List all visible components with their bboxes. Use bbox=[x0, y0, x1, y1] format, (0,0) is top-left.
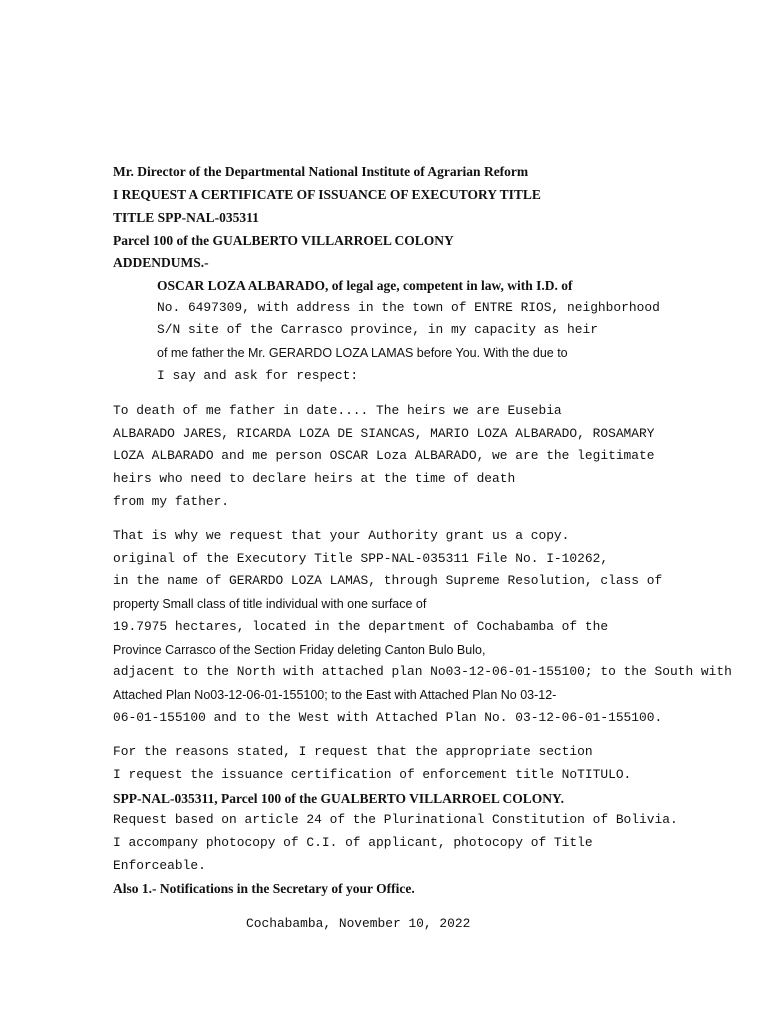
intro-line-5: I say and ask for respect: bbox=[157, 368, 359, 383]
para3-line: Enforceable. bbox=[113, 858, 206, 873]
para2-line: That is why we request that your Authority grant us a copy. bbox=[113, 528, 570, 543]
para1-line: LOZA ALBARADO and me person OSCAR Loza ALBARADO, we are the legitimate bbox=[113, 448, 655, 463]
para3-line: For the reasons stated, I request that the appropriate section bbox=[113, 744, 593, 759]
para1-line: To death of me father in date.... The heirs we are Eusebia bbox=[113, 403, 562, 418]
para3-line: Request based on article 24 of the Plurinational Constitution of Bolivia. bbox=[113, 812, 678, 827]
para2-line: property Small class of title individual with one surface of bbox=[113, 597, 427, 611]
para3-line: I request the issuance certification of enforcement title NoTITULO. bbox=[113, 767, 632, 782]
para3-line: I accompany photocopy of C.I. of applicant, photocopy of Title bbox=[113, 835, 593, 850]
para2-line: 19.7975 hectares, located in the department of Cochabamba of the bbox=[113, 619, 609, 634]
para2-line: Attached Plan No03-12-06-01-155100; to the East with Attached Plan No 03-12- bbox=[113, 688, 557, 702]
para2-line: original of the Executory Title SPP-NAL-035311 File No. I-10262, bbox=[113, 551, 609, 566]
para2-line: Province Carrasco of the Section Friday deleting Canton Bulo Bulo, bbox=[113, 643, 486, 657]
intro-line-2: No. 6497309, with address in the town of ENTRE RIOS, neighborhood bbox=[157, 300, 660, 315]
place-date: Cochabamba, November 10, 2022 bbox=[246, 916, 471, 931]
addressee-line: Mr. Director of the Departmental National Institute of Agrarian Reform bbox=[113, 164, 529, 179]
para1-line: heirs who need to declare heirs at the time of death bbox=[113, 471, 516, 486]
title-reference: TITLE SPP-NAL-035311 bbox=[113, 210, 259, 225]
para3-line: SPP-NAL-035311, Parcel 100 of the GUALBERTO VILLARROEL COLONY. bbox=[113, 791, 564, 806]
addendums-heading: ADDENDUMS.- bbox=[113, 255, 209, 270]
para1-line: from my father. bbox=[113, 494, 230, 509]
para2-line: in the name of GERARDO LOZA LAMAS, through Supreme Resolution, class of bbox=[113, 573, 663, 588]
para2-line: adjacent to the North with attached plan No03-12-06-01-155100; to the South with bbox=[113, 664, 732, 679]
para2-line: 06-01-155100 and to the West with Attached Plan No. 03-12-06-01-155100. bbox=[113, 710, 663, 725]
para3-line: Also 1.- Notifications in the Secretary of your Office. bbox=[113, 881, 415, 896]
para1-line: ALBARADO JARES, RICARDA LOZA DE SIANCAS, MARIO LOZA ALBARADO, ROSAMARY bbox=[113, 426, 655, 441]
request-title: I REQUEST A CERTIFICATE OF ISSUANCE OF EXECUTORY TITLE bbox=[113, 187, 541, 202]
intro-line-3: S/N site of the Carrasco province, in my capacity as heir bbox=[157, 322, 598, 337]
intro-line-1: OSCAR LOZA ALBARADO, of legal age, competent in law, with I.D. of bbox=[157, 278, 573, 293]
intro-line-4: of me father the Mr. GERARDO LOZA LAMAS before You. With the due to bbox=[157, 346, 568, 360]
parcel-line: Parcel 100 of the GUALBERTO VILLARROEL COLONY bbox=[113, 233, 454, 248]
